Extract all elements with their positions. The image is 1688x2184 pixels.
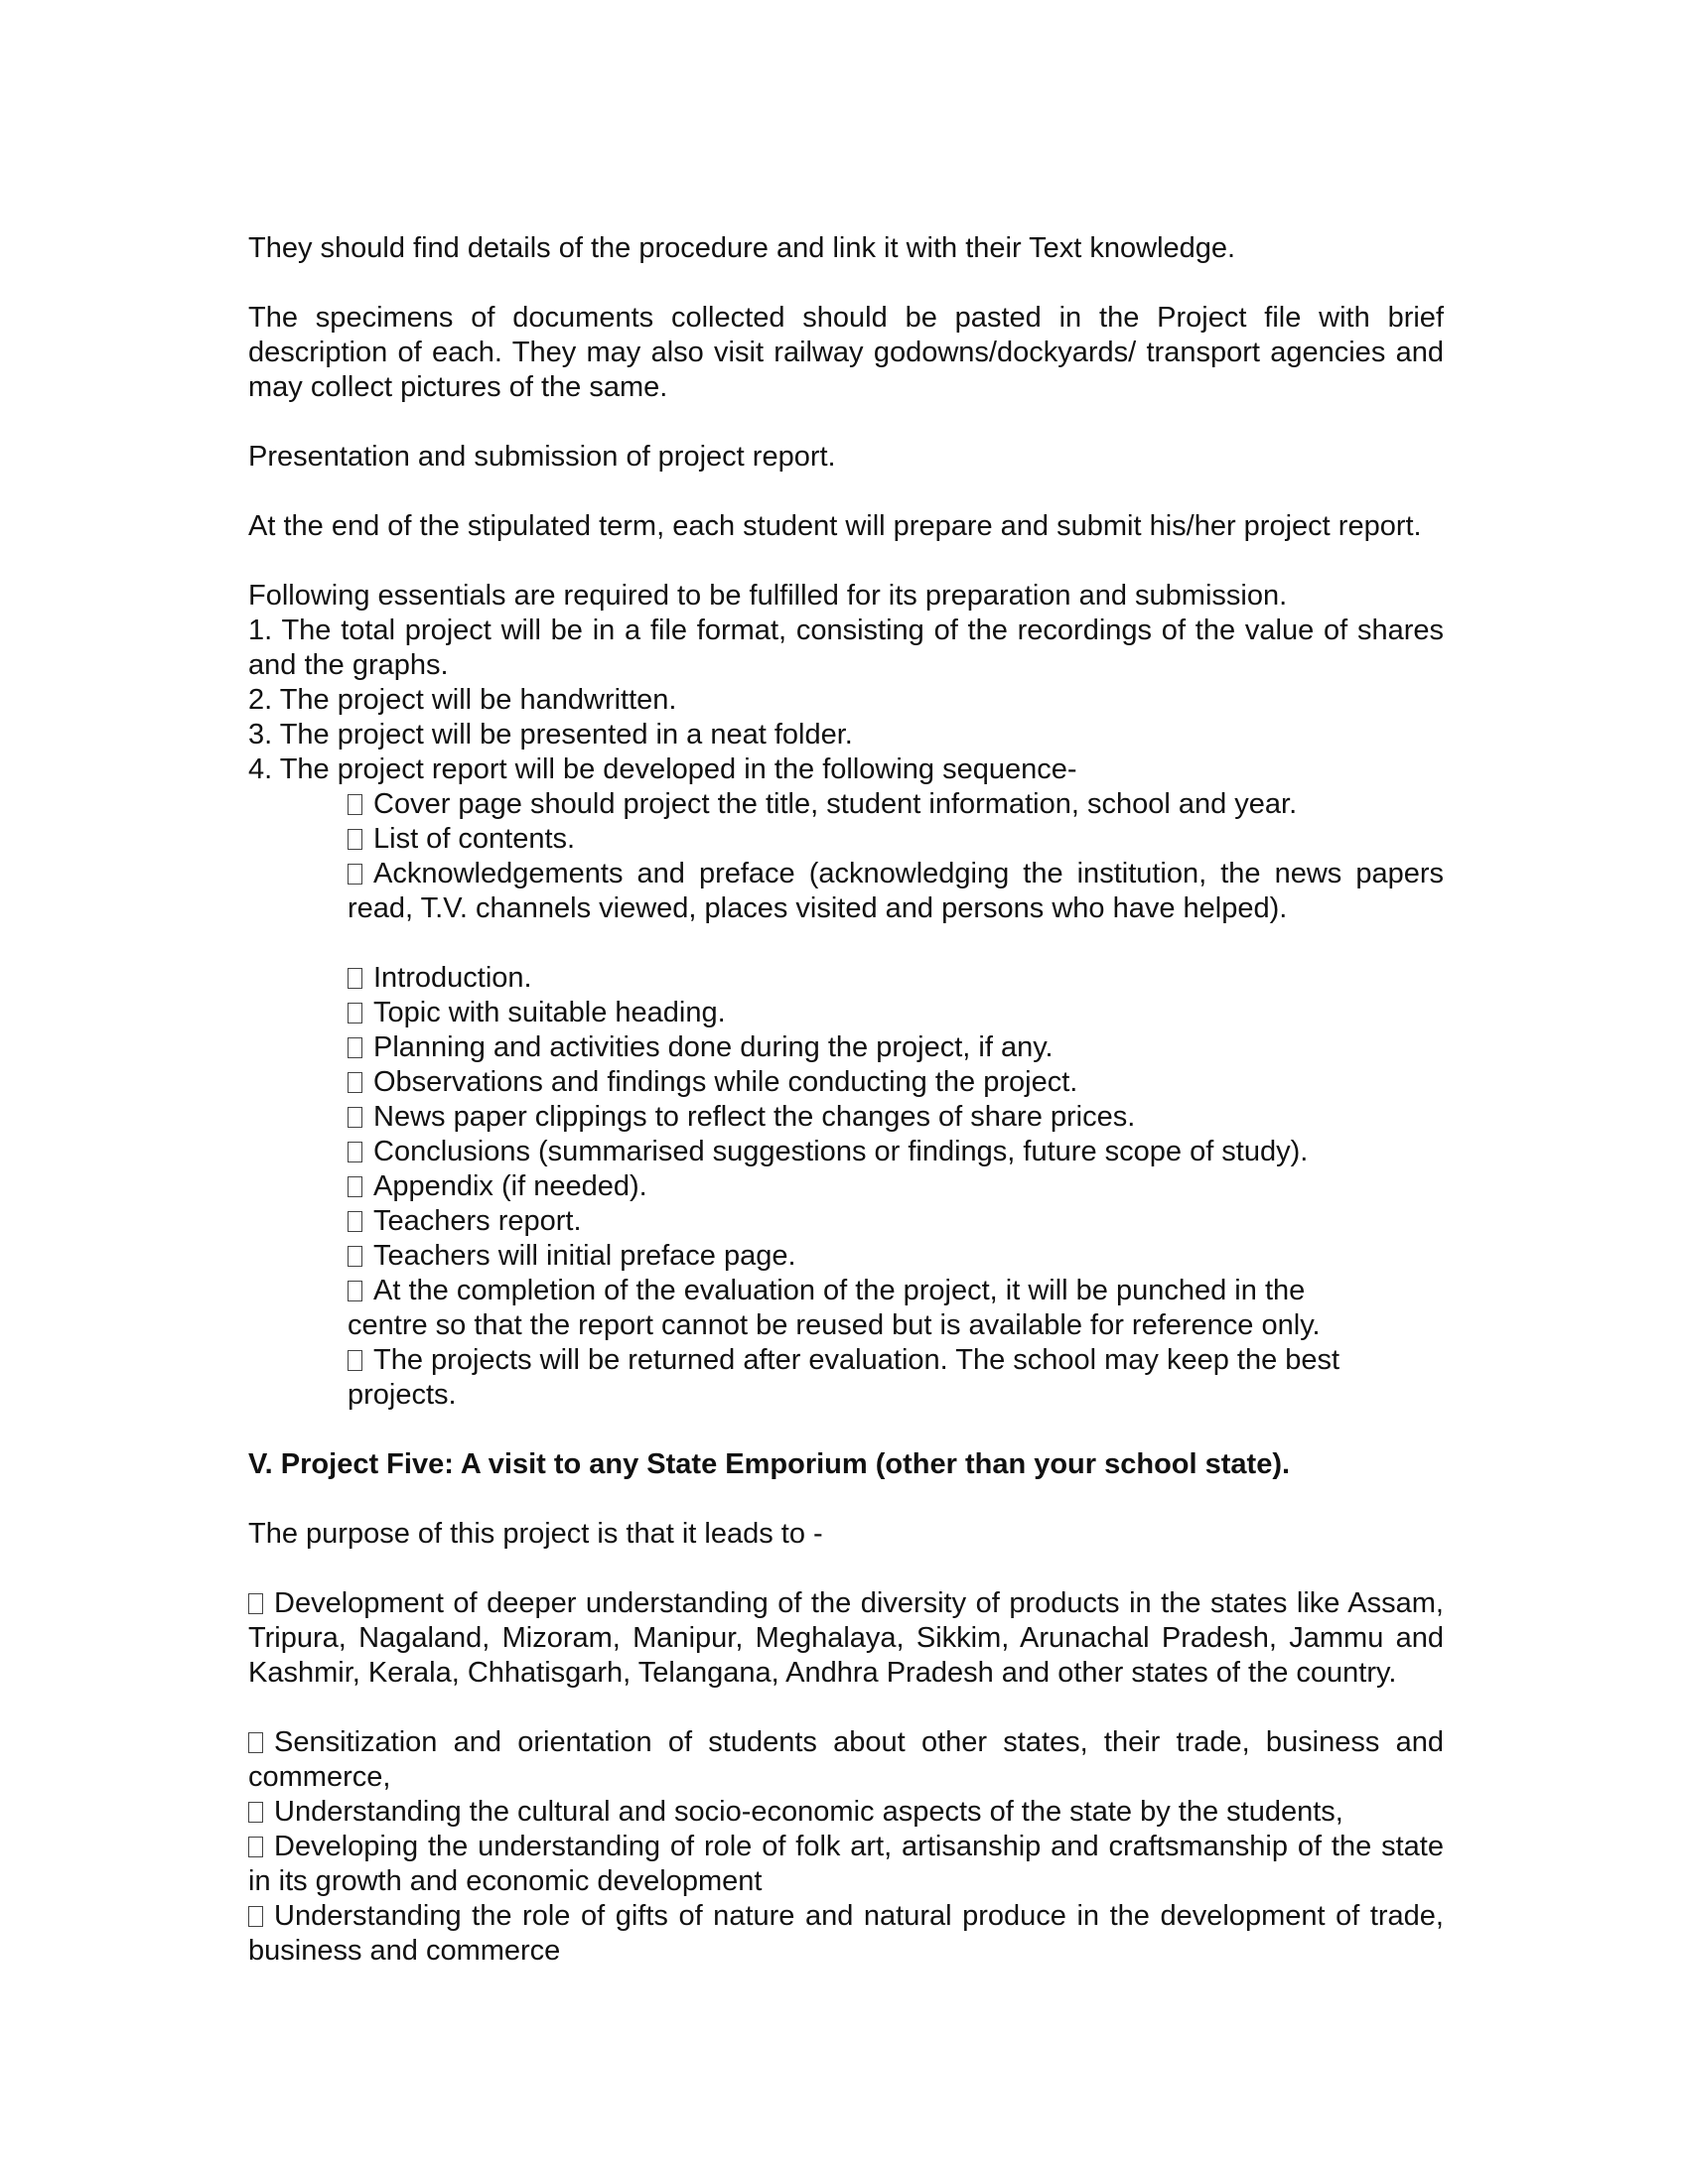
bullet-box-icon (348, 1246, 362, 1267)
bullet-box-icon (348, 794, 362, 815)
bullet-box-icon (248, 1802, 263, 1823)
bullet-box-icon (348, 864, 362, 885)
bullet-box-icon (248, 1837, 263, 1857)
numbered-item-4: 4. The project report will be developed in the following sequence- (248, 753, 1077, 785)
bullet-box-icon (348, 1107, 362, 1128)
sequence-item: Observations and findings while conducting the project. (348, 1065, 1444, 1100)
bullet-box-icon (348, 1211, 362, 1232)
bullet-box-icon (348, 1142, 362, 1162)
section-heading-project-five: V. Project Five: A visit to any State Emporium (other than your school state). (248, 1448, 1291, 1480)
numbered-item-3: 3. The project will be presented in a neat folder. (248, 719, 853, 751)
bullet-box-icon (348, 1003, 362, 1024)
purpose-item: Sensitization and orientation of students about other states, their trade, business and commerce, (248, 1726, 1444, 1793)
paragraph-end-of-term: At the end of the stipulated term, each student will prepare and submit his/her project report. (248, 510, 1422, 542)
bullet-box-icon (248, 1593, 263, 1614)
purpose-item: Understanding the role of gifts of nature and natural produce in the development of trade, business and commerce (248, 1900, 1444, 1967)
purpose-item: Development of deeper understanding of the diversity of products in the states like Assam, Tripura, Nagaland, Mizoram, Manipur, Meghalaya, Sikkim, Arunachal Pradesh, Jammu and Kashmir, Kerala, Chhatisgarh, Telangana, Andhra Pradesh and other states of the country. (248, 1587, 1444, 1689)
paragraph-purpose-intro: The purpose of this project is that it leads to - (248, 1518, 823, 1550)
sequence-item: Cover page should project the title, student information, school and year. (348, 787, 1444, 822)
numbered-item-1: 1. The total project will be in a file format, consisting of the recordings of the value of shares and the graphs. (248, 614, 1444, 681)
bullet-box-icon (348, 1176, 362, 1197)
sequence-item: Teachers report. (348, 1204, 1444, 1239)
bullet-box-icon (348, 1281, 362, 1301)
bullet-box-icon (248, 1732, 263, 1753)
sequence-item: News paper clippings to reflect the changes of share prices. (348, 1100, 1444, 1135)
sequence-item: Conclusions (summarised suggestions or findings, future scope of study). (348, 1135, 1444, 1169)
sequence-item: The projects will be returned after evaluation. The school may keep the best projects. (348, 1344, 1340, 1411)
bullet-box-icon (348, 1072, 362, 1093)
sequence-item: Introduction. (348, 961, 1444, 996)
paragraph-essentials: Following essentials are required to be fulfilled for its preparation and submission. (248, 580, 1288, 612)
sequence-item: Topic with suitable heading. (348, 996, 1444, 1030)
bullet-box-icon (348, 968, 362, 989)
sequence-item: At the completion of the evaluation of the project, it will be punched in the centre so that the report cannot be reused but is available for reference only. (348, 1275, 1321, 1341)
sequence-item: Planning and activities done during the project, if any. (348, 1030, 1444, 1065)
purpose-item: Understanding the cultural and socio-economic aspects of the state by the students, (248, 1795, 1444, 1830)
bullet-box-icon (248, 1906, 263, 1927)
sequence-item: Teachers will initial preface page. (348, 1239, 1444, 1274)
paragraph-specimens: The specimens of documents collected should be pasted in the Project file with brief description of each. They may also visit railway godowns/dockyards/ transport agencies and may collect pictures of the same. (248, 302, 1444, 403)
paragraph-presentation-title: Presentation and submission of project report. (248, 441, 836, 473)
bullet-box-icon (348, 1037, 362, 1058)
bullet-box-icon (348, 1350, 362, 1371)
purpose-item: Developing the understanding of role of folk art, artisanship and craftsmanship of the state in its growth and economic development (248, 1831, 1444, 1897)
bullet-box-icon (348, 829, 362, 850)
sequence-item: Appendix (if needed). (348, 1169, 1444, 1204)
sequence-item: List of contents. (348, 822, 1444, 857)
sequence-item: Acknowledgements and preface (acknowledging the institution, the news papers read, T.V. channels viewed, places visited and persons who have helped). (348, 858, 1444, 924)
paragraph-procedure-details: They should find details of the procedure and link it with their Text knowledge. (248, 232, 1236, 264)
numbered-item-2: 2. The project will be handwritten. (248, 684, 677, 716)
